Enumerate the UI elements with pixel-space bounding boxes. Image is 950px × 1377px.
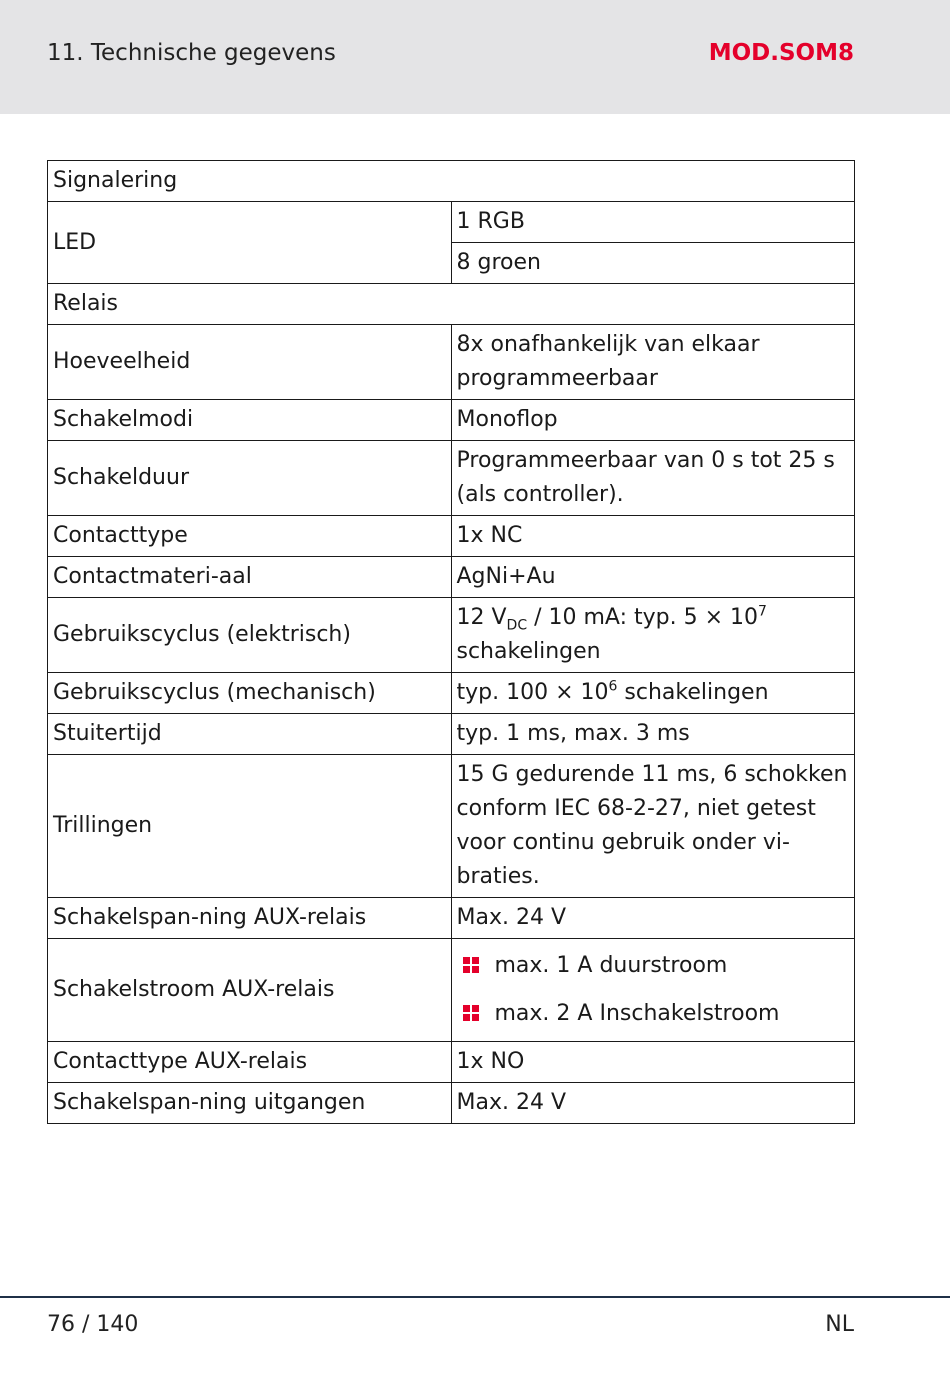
row-value: 8x onafhankelijk van elkaar programmeerbaar [451, 325, 855, 400]
table-row [48, 516, 855, 557]
table-row [48, 1042, 855, 1083]
table-row [48, 202, 855, 243]
row-value: Max. 24 V [451, 1083, 855, 1124]
table-row [48, 557, 855, 598]
row-value: Max. 24 V [451, 898, 855, 939]
row-label: Schakelspan-ning AUX-relais [48, 898, 452, 939]
value-text: schakelingen [456, 639, 601, 664]
footer-divider [0, 1296, 950, 1298]
section-row-relais: Relais [48, 284, 855, 325]
value-text: typ. 100 × 10 [456, 680, 609, 705]
table-row [48, 161, 855, 202]
row-label: Schakelspan-ning uitgangen [48, 1083, 452, 1124]
value-text: schakelingen [617, 680, 769, 705]
row-value: Programmeerbaar van 0 s tot 25 s (als controller). [451, 441, 855, 516]
model-name: MOD.SOM8 [708, 40, 854, 66]
bullet-icon [463, 957, 479, 973]
page-header [0, 0, 950, 114]
row-value [451, 598, 855, 673]
table-row [48, 714, 855, 755]
superscript: 7 [758, 603, 767, 620]
page-number: 76 / 140 [47, 1312, 139, 1337]
superscript: 6 [608, 678, 618, 695]
row-label: Contacttype [48, 516, 452, 557]
row-label: Gebruikscyclus (mechanisch) [48, 673, 452, 714]
table-row [48, 898, 855, 939]
row-value: Monoflop [451, 400, 855, 441]
row-value: 8 groen [451, 243, 855, 284]
row-label: Gebruikscyclus (elektrisch) [48, 598, 452, 673]
row-label: Contactmateri-aal [48, 557, 452, 598]
subscript: DC [506, 617, 528, 634]
value-text: 12 V [456, 605, 507, 630]
table-row [48, 441, 855, 516]
row-label: Schakelmodi [48, 400, 452, 441]
bullet-item [457, 990, 850, 1038]
row-value: typ. 1 ms, max. 3 ms [451, 714, 855, 755]
table-row [48, 598, 855, 673]
table-row [48, 1083, 855, 1124]
row-label: Hoeveelheid [48, 325, 452, 400]
row-value: AgNi+Au [451, 557, 855, 598]
row-label: Trillingen [48, 755, 452, 898]
row-label: Stuitertijd [48, 714, 452, 755]
table-row [48, 400, 855, 441]
section-title: 11. Technische gegevens [47, 40, 336, 66]
row-label: Schakelstroom AUX-relais [48, 939, 452, 1042]
table-row [48, 673, 855, 714]
table-row [48, 939, 855, 1042]
row-value [451, 939, 855, 1042]
table-row [48, 325, 855, 400]
bullet-icon [463, 1005, 479, 1021]
bullet-item [457, 942, 850, 990]
value-text: / 10 mA: typ. 5 × 10 [527, 605, 759, 630]
row-label: Contacttype AUX-relais [48, 1042, 452, 1083]
table-row [48, 284, 855, 325]
table-row [48, 755, 855, 898]
row-label: Schakelduur [48, 441, 452, 516]
row-value [451, 673, 855, 714]
section-row-signalering: Signalering [48, 161, 855, 202]
row-value: 15 G gedurende 11 ms, 6 schokken conform IEC 68-2-27, niet getest voor continu gebruik onder vi-braties. [451, 755, 855, 898]
bullet-text: max. 2 A Inschakelstroom [494, 1001, 780, 1026]
row-value: 1x NO [451, 1042, 855, 1083]
row-value: 1 RGB [451, 202, 855, 243]
spec-table [47, 160, 855, 1124]
language-code: NL [825, 1312, 854, 1337]
row-value: 1x NC [451, 516, 855, 557]
row-label: LED [48, 202, 452, 284]
bullet-text: max. 1 A duurstroom [494, 953, 728, 978]
